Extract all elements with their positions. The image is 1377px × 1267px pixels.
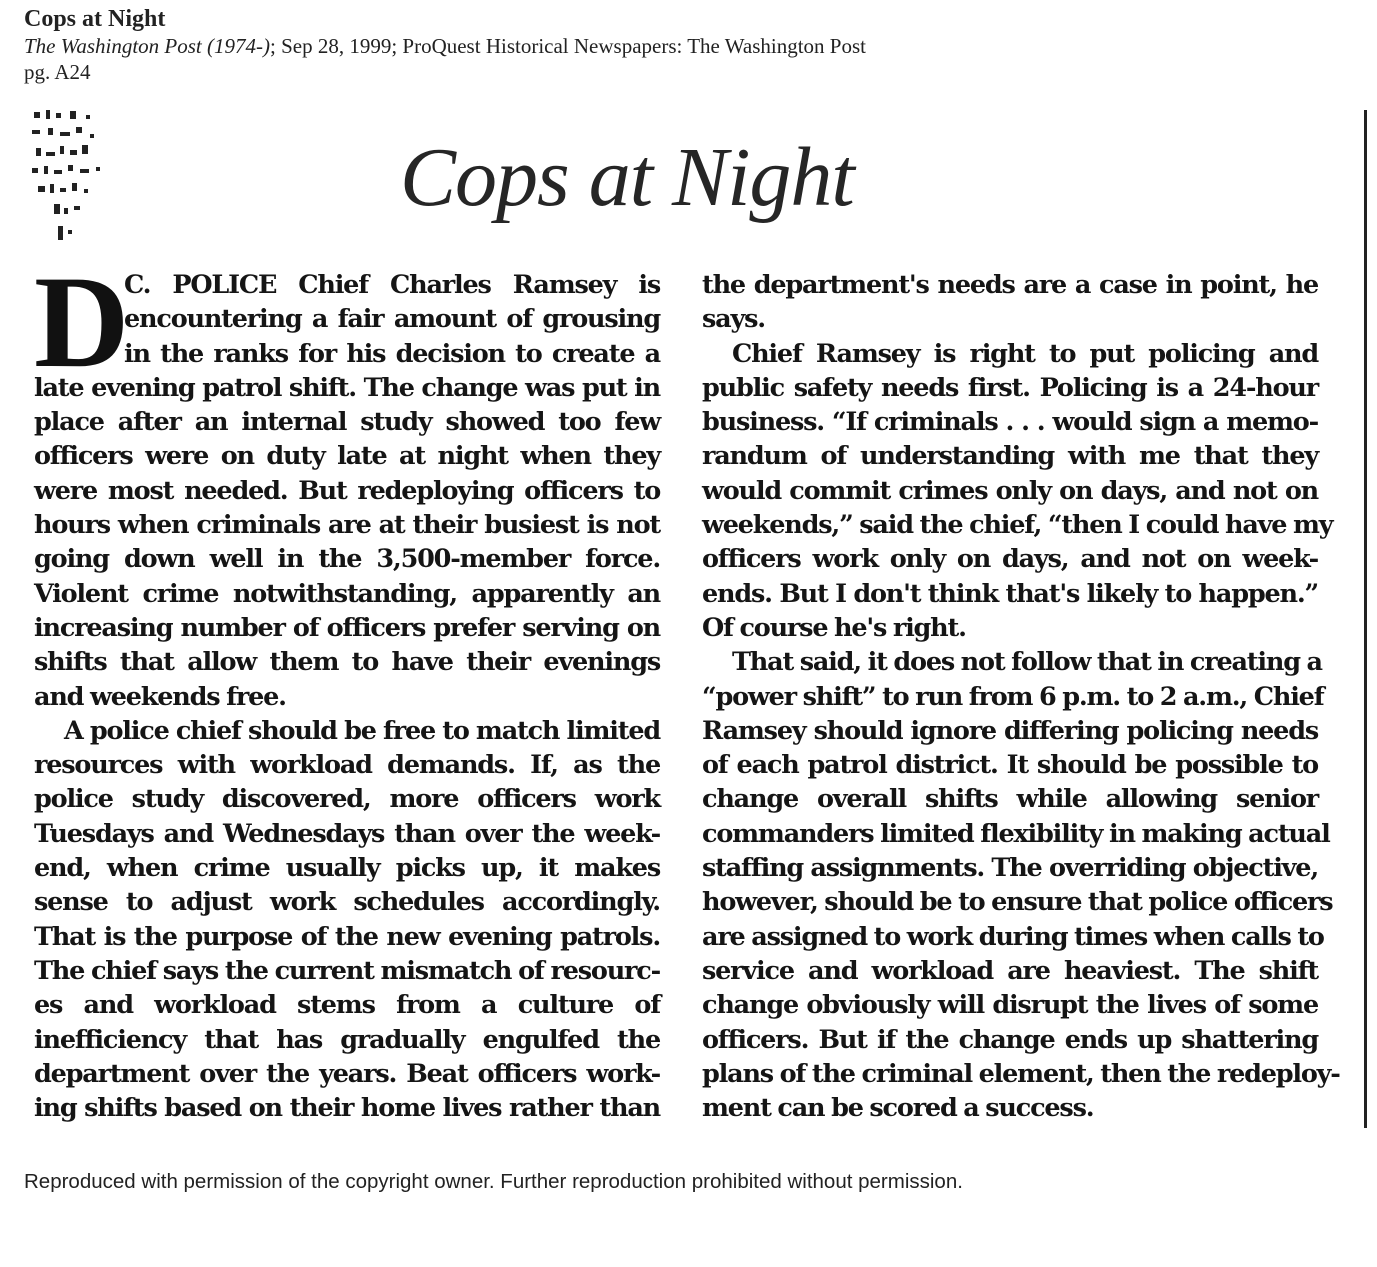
text-line: however, should be to ensure that police officers	[702, 887, 1333, 918]
article-right-column	[702, 268, 1340, 1125]
text-line: department over the years. Beat officers work-	[34, 1058, 660, 1089]
text-line: sense to adjust work schedules accordingly.	[34, 887, 660, 918]
text-line: randum of understanding with me that they	[702, 441, 1318, 472]
text-line: Of course he's right.	[702, 612, 966, 643]
text-line: change overall shifts while allowing senior	[702, 784, 1318, 815]
text-line: staffing assignments. The overriding objective,	[702, 853, 1318, 884]
text-line: C. POLICE Chief Charles Ramsey is	[124, 270, 660, 300]
text-line: ing shifts based on their home lives rather than	[34, 1093, 660, 1124]
column-rule	[1364, 110, 1367, 1128]
text-line: shifts that allow them to have their evenings	[34, 647, 660, 678]
citation-details: ; Sep 28, 1999; ProQuest Historical Newspapers: The Washington Post	[269, 34, 866, 58]
text-line: officers were on duty late at night when they	[34, 441, 660, 472]
text-line: change obviously will disrupt the lives of some	[702, 990, 1318, 1021]
publication-name: The Washington Post (1974-)	[24, 34, 270, 58]
citation-page: pg. A24	[24, 60, 91, 84]
text-line: encountering a fair amount of grousing	[124, 304, 660, 335]
text-line: were most needed. But redeploying officers to	[34, 475, 660, 506]
drop-cap: D	[34, 248, 130, 395]
text-line: police study discovered, more officers work	[34, 784, 660, 815]
text-line: increasing number of officers prefer serving on	[34, 612, 660, 643]
text-line: says.	[702, 304, 765, 335]
text-line: in the ranks for his decision to create a	[124, 338, 660, 369]
text-line: late evening patrol shift. The change was put in	[34, 372, 660, 403]
text-line: plans of the criminal element, then the redeploy-	[702, 1058, 1340, 1089]
text-line: weekends,” said the chief, “then I could have my	[702, 510, 1333, 541]
text-line: Violent crime notwithstanding, apparently an	[34, 578, 660, 609]
text-line: That is the purpose of the new evening patrols.	[34, 921, 660, 952]
text-line: A police chief should be free to match limited	[64, 715, 660, 746]
text-line: hours when criminals are at their busiest is not	[34, 510, 660, 541]
citation-title: Cops at Night	[24, 6, 166, 32]
text-line: resources with workload demands. If, as the	[34, 750, 660, 781]
text-line: the department's needs are a case in point, he	[702, 270, 1318, 300]
text-line: That said, it does not follow that in creating a	[732, 647, 1322, 678]
text-line: are assigned to work during times when calls to	[702, 921, 1324, 952]
text-line: service and workload are heaviest. The shift	[702, 955, 1318, 986]
text-line: commanders limited flexibility in making actual	[702, 818, 1330, 849]
text-line: The chief says the current mismatch of resourc-	[34, 955, 660, 986]
text-line: officers work only on days, and not on week-	[702, 544, 1318, 575]
headline: Cops at Night	[400, 131, 854, 224]
text-line: Ramsey should ignore differing policing needs	[702, 715, 1318, 746]
text-line: business. “If criminals . . . would sign a memo-	[702, 407, 1318, 438]
text-line: of each patrol district. It should be possible to	[702, 750, 1318, 781]
text-line: going down well in the 3,500-member force.	[34, 544, 660, 575]
text-line: inefficiency that has gradually engulfed the	[34, 1024, 660, 1055]
text-line: place after an internal study showed too few	[34, 407, 660, 438]
copyright-notice: Reproduced with permission of the copyright owner. Further reproduction prohibited without permission.	[24, 1170, 963, 1193]
text-line: ends. But I don't think that's likely to happen.”	[702, 578, 1318, 609]
article-left-column	[34, 248, 660, 1125]
text-line: Chief Ramsey is right to put policing and	[732, 338, 1318, 369]
text-line: officers. But if the change ends up shattering	[702, 1024, 1318, 1055]
text-line: es and workload stems from a culture of	[34, 990, 660, 1021]
text-line: end, when crime usually picks up, it makes	[34, 853, 660, 884]
citation-source	[24, 33, 866, 59]
text-line: and weekends free.	[34, 681, 286, 712]
text-line: “power shift” to run from 6 p.m. to 2 a.m., Chief	[702, 681, 1324, 712]
text-line: ment can be scored a success.	[702, 1093, 1094, 1124]
text-line: Tuesdays and Wednesdays than over the week-	[34, 818, 660, 849]
text-line: would commit crimes only on days, and not on	[702, 475, 1318, 506]
scan-noise-artifact	[30, 108, 118, 258]
text-line: public safety needs first. Policing is a 24-hour	[702, 372, 1318, 403]
